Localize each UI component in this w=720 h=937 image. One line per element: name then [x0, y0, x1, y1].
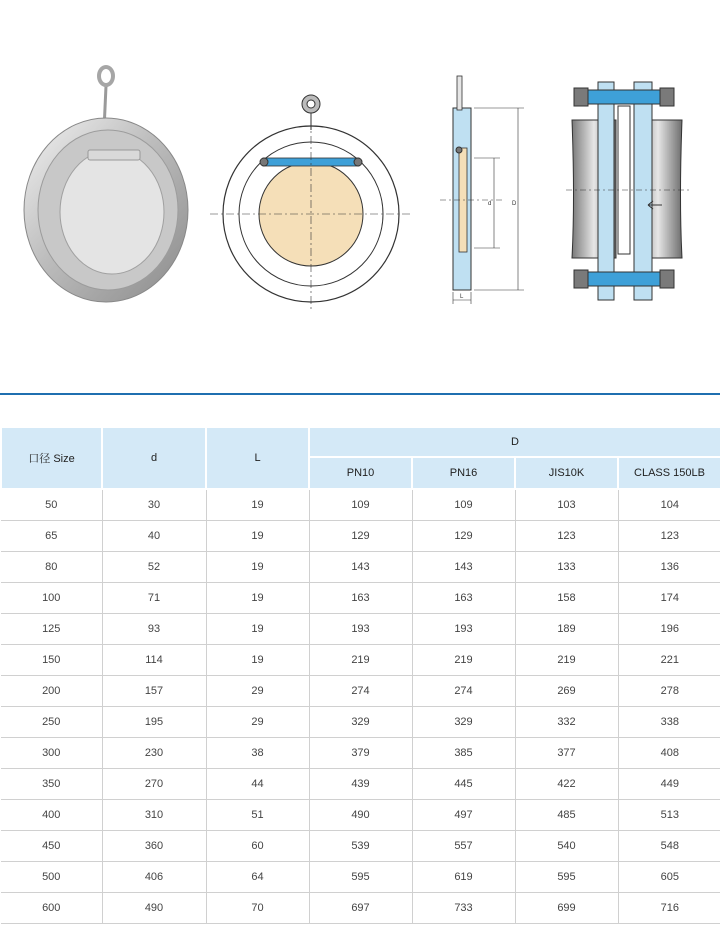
table-cell: 163 [412, 583, 515, 614]
table-cell: 274 [309, 676, 412, 707]
table-row [1, 893, 720, 924]
header-d: d [102, 427, 206, 489]
table-cell: 193 [412, 614, 515, 645]
front-view-drawing [210, 95, 412, 312]
table-cell: 557 [412, 831, 515, 862]
table-row [1, 489, 720, 521]
table-cell: 19 [206, 645, 309, 676]
table-cell: 500 [1, 862, 102, 893]
size-table [0, 426, 720, 924]
table-cell: 269 [515, 676, 618, 707]
table-cell: 490 [309, 800, 412, 831]
table-cell: 605 [618, 862, 720, 893]
table-row [1, 769, 720, 800]
table-cell: 196 [618, 614, 720, 645]
table-cell: 300 [1, 738, 102, 769]
table-cell: 513 [618, 800, 720, 831]
table-cell: 29 [206, 676, 309, 707]
table-row [1, 707, 720, 738]
table-cell: 699 [515, 893, 618, 924]
table-row [1, 614, 720, 645]
table-cell: 52 [102, 552, 206, 583]
table-cell: 129 [309, 521, 412, 552]
table-cell: 80 [1, 552, 102, 583]
table-cell: 174 [618, 583, 720, 614]
table-cell: 29 [206, 707, 309, 738]
table-cell: 250 [1, 707, 102, 738]
table-cell: 64 [206, 862, 309, 893]
table-cell: 125 [1, 614, 102, 645]
table-body [1, 489, 720, 924]
table-row [1, 676, 720, 707]
table-cell: 93 [102, 614, 206, 645]
dimension-D-label: D [512, 201, 517, 207]
section-divider [0, 393, 720, 395]
table-cell: 449 [618, 769, 720, 800]
table-cell: 400 [1, 800, 102, 831]
table-cell: 71 [102, 583, 206, 614]
table-row [1, 583, 720, 614]
table-cell: 19 [206, 552, 309, 583]
table-cell: 230 [102, 738, 206, 769]
table-cell: 133 [515, 552, 618, 583]
dimension-d-label: d [488, 201, 492, 207]
table-cell: 195 [102, 707, 206, 738]
table-cell: 485 [515, 800, 618, 831]
table-cell: 103 [515, 489, 618, 521]
header-jis10k: JIS10K [515, 457, 618, 489]
table-cell: 104 [618, 489, 720, 521]
table-cell: 123 [515, 521, 618, 552]
table-cell: 129 [412, 521, 515, 552]
header-size: 口径 Size [1, 427, 102, 489]
table-cell: 38 [206, 738, 309, 769]
table-cell: 697 [309, 893, 412, 924]
table-cell: 158 [515, 583, 618, 614]
table-cell: 450 [1, 831, 102, 862]
table-cell: 19 [206, 614, 309, 645]
table-cell: 30 [102, 489, 206, 521]
table-cell: 350 [1, 769, 102, 800]
table-cell: 329 [309, 707, 412, 738]
table-row [1, 552, 720, 583]
header-D: D [309, 427, 720, 457]
installation-drawing [566, 82, 690, 300]
table-cell: 379 [309, 738, 412, 769]
table-cell: 219 [515, 645, 618, 676]
table-cell: 100 [1, 583, 102, 614]
table-cell: 163 [309, 583, 412, 614]
valve-photo [24, 67, 188, 302]
table-cell: 310 [102, 800, 206, 831]
table-cell: 221 [618, 645, 720, 676]
table-cell: 19 [206, 583, 309, 614]
header-class150: CLASS 150LB [618, 457, 720, 489]
table-cell: 219 [309, 645, 412, 676]
table-row [1, 738, 720, 769]
table-cell: 332 [515, 707, 618, 738]
table-cell: 44 [206, 769, 309, 800]
table-cell: 150 [1, 645, 102, 676]
product-drawings [0, 0, 720, 392]
table-cell: 716 [618, 893, 720, 924]
table-cell: 19 [206, 489, 309, 521]
table-cell: 385 [412, 738, 515, 769]
table-cell: 329 [412, 707, 515, 738]
table-cell: 40 [102, 521, 206, 552]
table-cell: 270 [102, 769, 206, 800]
header-pn10: PN10 [309, 457, 412, 489]
header-L: L [206, 427, 309, 489]
table-cell: 539 [309, 831, 412, 862]
table-cell: 114 [102, 645, 206, 676]
table-cell: 600 [1, 893, 102, 924]
table-cell: 548 [618, 831, 720, 862]
table-cell: 422 [515, 769, 618, 800]
table-cell: 51 [206, 800, 309, 831]
table-cell: 109 [309, 489, 412, 521]
table-cell: 274 [412, 676, 515, 707]
table-cell: 60 [206, 831, 309, 862]
table-cell: 65 [1, 521, 102, 552]
table-cell: 377 [515, 738, 618, 769]
table-cell: 219 [412, 645, 515, 676]
table-cell: 123 [618, 521, 720, 552]
table-row [1, 521, 720, 552]
table-cell: 733 [412, 893, 515, 924]
table-cell: 406 [102, 862, 206, 893]
table-row [1, 831, 720, 862]
table-cell: 445 [412, 769, 515, 800]
table-cell: 193 [309, 614, 412, 645]
table-cell: 360 [102, 831, 206, 862]
table-row [1, 800, 720, 831]
table-row [1, 862, 720, 893]
table-cell: 595 [309, 862, 412, 893]
table-cell: 189 [515, 614, 618, 645]
table-cell: 136 [618, 552, 720, 583]
header-pn16: PN16 [412, 457, 515, 489]
table-cell: 619 [412, 862, 515, 893]
table-cell: 19 [206, 521, 309, 552]
table-cell: 157 [102, 676, 206, 707]
dimension-L-label: L [460, 294, 464, 300]
table-cell: 278 [618, 676, 720, 707]
table-cell: 540 [515, 831, 618, 862]
side-section-drawing [440, 76, 524, 304]
table-cell: 143 [309, 552, 412, 583]
table-cell: 70 [206, 893, 309, 924]
table-cell: 490 [102, 893, 206, 924]
table-cell: 109 [412, 489, 515, 521]
table-cell: 595 [515, 862, 618, 893]
table-cell: 408 [618, 738, 720, 769]
table-cell: 50 [1, 489, 102, 521]
table-cell: 200 [1, 676, 102, 707]
table-cell: 497 [412, 800, 515, 831]
table-row [1, 645, 720, 676]
table-cell: 143 [412, 552, 515, 583]
table-cell: 338 [618, 707, 720, 738]
table-cell: 439 [309, 769, 412, 800]
